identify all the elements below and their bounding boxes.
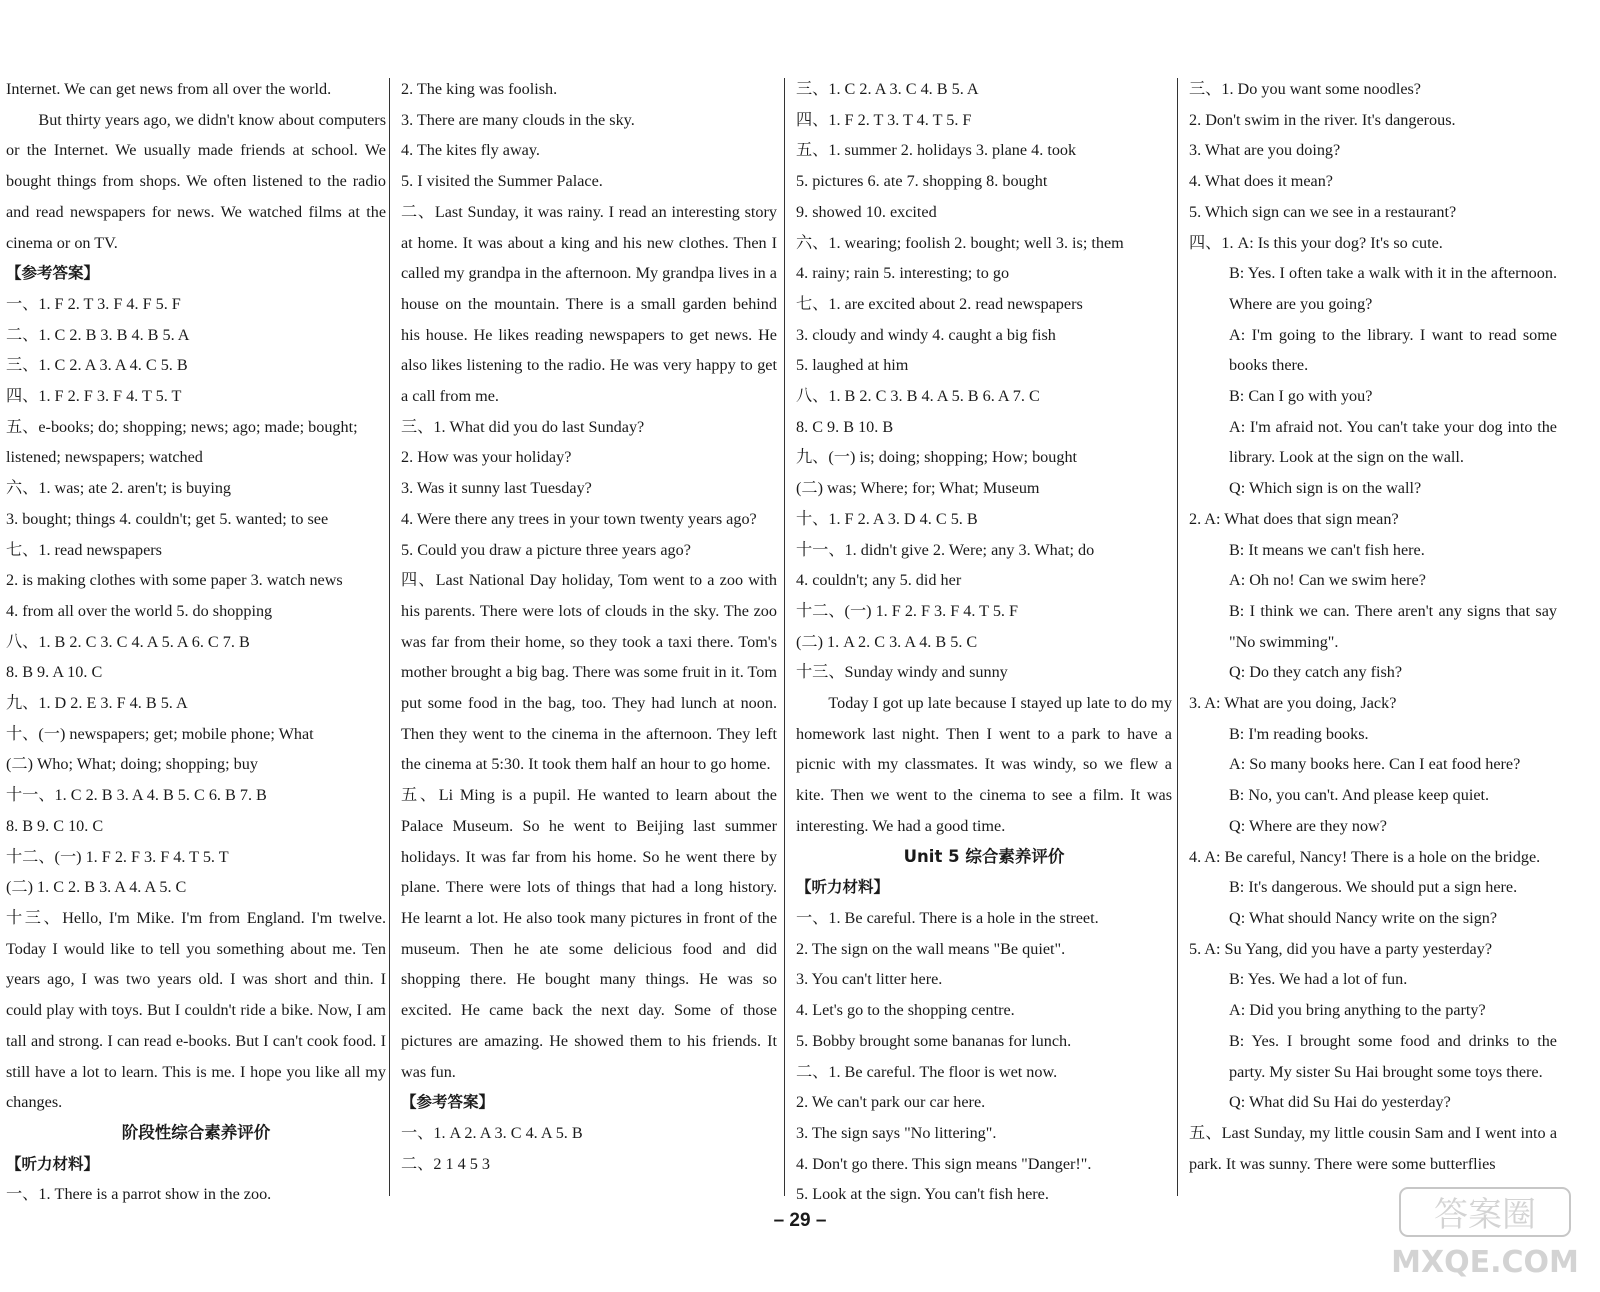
- dialogue-line: B: It means we can't fish here.: [1229, 540, 1425, 559]
- answer-line: 十二、(一) 1. F 2. F 3. F 4. T 5. T: [6, 847, 229, 866]
- answer-line: 2. The sign on the wall means "Be quiet".: [796, 939, 1066, 958]
- answer-line: 七、1. are excited about 2. read newspapers: [796, 294, 1083, 313]
- answer-line: 5. laughed at him: [796, 356, 909, 375]
- text-paragraph: 五、Last Sunday, my little cousin Sam and I went into a park. It was sunny. There were some butterflies: [1189, 1123, 1557, 1173]
- text-paragraph: 二、Last Sunday, it was rainy. I read an interesting story at home. It was about a king and his new clothes. Then I called my grandpa in the afternoon. My grandpa lives in a house on the mountain. There is a small garden behind his house. He likes reading newspapers to get news. He also likes listening to the radio. He was very happy to get a call from me.: [401, 202, 777, 406]
- answer-line: 一、1. A 2. A 3. C 4. A 5. B: [401, 1123, 583, 1142]
- watermark-logo: [1380, 1180, 1590, 1285]
- dialogue-line: A: Oh no! Can we swim here?: [1229, 571, 1426, 590]
- answer-line: (二) 1. A 2. C 3. A 4. B 5. C: [796, 632, 978, 651]
- answer-line: 五、1. summer 2. holidays 3. plane 4. took: [796, 141, 1077, 160]
- answer-line: 一、1. F 2. T 3. F 4. F 5. F: [6, 294, 181, 313]
- answer-line: 六、1. wearing; foolish 2. bought; well 3. is; them: [796, 233, 1124, 252]
- answer-line: 9. showed 10. excited: [796, 202, 937, 221]
- dialogue-line: B: No, you can't. And please keep quiet.: [1229, 786, 1490, 805]
- section-label: 【听力材料】: [6, 1154, 100, 1173]
- answer-line: 四、1. F 2. F 3. F 4. T 5. T: [6, 387, 182, 406]
- answer-line: 七、1. read newspapers: [6, 540, 162, 559]
- page-number: – 29 –: [773, 1210, 827, 1231]
- answer-line: 十、(一) newspapers; get; mobile phone; What: [6, 724, 314, 743]
- dialogue-line: B: Yes. I often take a walk with it in the afternoon. Where are you going?: [1229, 264, 1557, 313]
- dialogue-line: Q: What did Su Hai do yesterday?: [1229, 1093, 1451, 1112]
- answer-line: 一、1. Be careful. There is a hole in the street.: [796, 908, 1099, 927]
- answer-line: 九、1. D 2. E 3. F 4. B 5. A: [6, 694, 188, 713]
- section-heading: Unit 5 综合素养评价: [903, 846, 1065, 866]
- dialogue-line: A: I'm going to the library. I want to read some books there.: [1229, 325, 1557, 375]
- text-paragraph: Internet. We can get news from all over the world.: [6, 80, 332, 98]
- dialogue-line: Q: What should Nancy write on the sign?: [1229, 908, 1498, 927]
- answer-line: 4. rainy; rain 5. interesting; to go: [796, 264, 1010, 283]
- answer-line: 4. Let's go to the shopping centre.: [796, 1001, 1015, 1020]
- answer-line: 二、2 1 4 5 3: [401, 1154, 491, 1173]
- text-paragraph: But thirty years ago, we didn't know about computers or the Internet. We usually made friends at school. We bought things from shops. We often listened to the radio and read newspapers for news. We watched films at the cinema or on TV.: [6, 110, 386, 252]
- answer-line: 8. B 9. C 10. C: [6, 816, 104, 835]
- dialogue-line: Q: Where are they now?: [1229, 816, 1387, 835]
- section-heading: 阶段性综合素养评价: [121, 1122, 271, 1142]
- answer-line: (二) was; Where; for; What; Museum: [796, 479, 1040, 498]
- answer-line: (二) 1. C 2. B 3. A 4. A 5. C: [6, 878, 187, 897]
- answer-line: 八、1. B 2. C 3. C 4. A 5. A 6. C 7. B: [6, 632, 250, 651]
- answer-line: 3. What are you doing?: [1189, 141, 1341, 160]
- column-3: [796, 74, 1172, 1210]
- answer-line: 5. A: Su Yang, did you have a party yesterday?: [1189, 939, 1493, 958]
- answer-line: 4. from all over the world 5. do shopping: [6, 601, 273, 620]
- answer-line: 3. There are many clouds in the sky.: [401, 110, 635, 129]
- answer-line: 4. A: Be careful, Nancy! There is a hole on the bridge.: [1189, 847, 1541, 866]
- dialogue-line: B: I'm reading books.: [1229, 724, 1369, 743]
- section-label: 【参考答案】: [401, 1093, 495, 1112]
- answer-line: (二) Who; What; doing; shopping; buy: [6, 755, 258, 774]
- answer-line: 5. Which sign can we see in a restaurant?: [1189, 202, 1457, 221]
- answer-line: 3. bought; things 4. couldn't; get 5. wanted; to see: [6, 509, 329, 528]
- answer-line: 十一、1. didn't give 2. Were; any 3. What; do: [796, 540, 1095, 559]
- column-1: [6, 74, 386, 1210]
- answer-line: 8. C 9. B 10. B: [796, 417, 894, 436]
- dialogue-line: B: Yes. I brought some food and drinks to the party. My sister Su Hai brought some toys there.: [1229, 1031, 1557, 1081]
- answer-line: 十、1. F 2. A 3. D 4. C 5. B: [796, 509, 978, 528]
- answer-line: 5. Bobby brought some bananas for lunch.: [796, 1031, 1072, 1050]
- answer-line: 4. Don't go there. This sign means "Danger!".: [796, 1154, 1092, 1173]
- answer-line: 十二、(一) 1. F 2. F 3. F 4. T 5. F: [796, 601, 1019, 620]
- answer-line: 3. The sign says "No littering".: [796, 1123, 997, 1142]
- answer-line: 二、1. Be careful. The floor is wet now.: [796, 1062, 1058, 1081]
- answer-line: 8. B 9. A 10. C: [6, 663, 103, 682]
- section-label: 【听力材料】: [796, 878, 890, 897]
- answer-line: 3. cloudy and windy 4. caught a big fish: [796, 325, 1056, 344]
- watermark-mark: 答案圈: [1434, 1195, 1536, 1235]
- column-4: [1189, 74, 1557, 1179]
- column-2: [401, 74, 777, 1179]
- answer-line: 二、1. C 2. B 3. B 4. B 5. A: [6, 325, 190, 344]
- answer-line: 3. You can't litter here.: [796, 970, 943, 989]
- answer-line: 五、e-books; do; shopping; news; ago; made; bought;: [6, 417, 358, 436]
- dialogue-line: B: Yes. We had a lot of fun.: [1229, 970, 1408, 989]
- answer-line: 四、1. F 2. T 3. T 4. T 5. F: [796, 110, 972, 129]
- column-divider: [1177, 78, 1178, 1196]
- dialogue-line: B: I think we can. There aren't any signs that say "No swimming".: [1229, 601, 1557, 651]
- answer-line: 5. pictures 6. ate 7. shopping 8. bought: [796, 172, 1048, 191]
- answer-line: 4. couldn't; any 5. did her: [796, 571, 962, 590]
- answer-line: listened; newspapers; watched: [6, 448, 203, 467]
- answer-line: 4. Were there any trees in your town twenty years ago?: [401, 509, 757, 528]
- text-paragraph: Today I got up late because I stayed up late to do my homework last night. Then I went to a park to have a picnic with my classmates. It was windy, so we flew a kite. Then we went to the cinema to see a film. It was interesting. We had a good time.: [796, 694, 1172, 835]
- answer-line: 九、(一) is; doing; shopping; How; bought: [796, 448, 1078, 467]
- text-paragraph: 四、Last National Day holiday, Tom went to a zoo with his parents. There were lots of clouds in the sky. The zoo was far from their home, so they took a taxi there. Tom's mother brought a big bag. There was some fruit in it. Tom put some food in the bag, too. They had lunch at noon. Then they went to the cinema in the afternoon. They left the cinema at 5:30. It took them half an hour to go home.: [401, 571, 777, 774]
- answer-line: 四、1. A: Is this your dog? It's so cute.: [1189, 233, 1443, 252]
- answer-line: 2. How was your holiday?: [401, 448, 572, 467]
- column-divider: [389, 78, 390, 1196]
- answer-line: 一、1. There is a parrot show in the zoo.: [6, 1185, 272, 1204]
- answer-line: 5. I visited the Summer Palace.: [401, 172, 603, 191]
- dialogue-line: Q: Do they catch any fish?: [1229, 663, 1403, 682]
- text-paragraph: 五、Li Ming is a pupil. He wanted to learn about the Palace Museum. So he went to Beijing last summer holidays. It was far from his home. So he went there by plane. There were lots of things that had a long history. He learnt a lot. He also took many pictures in front of the museum. Then he ate some delicious food and did shopping there. He bought many things. He was so excited. He came back the next day. Some of those pictures are amazing. He showed them to his friends. It was fun.: [401, 786, 777, 1081]
- section-label: 【参考答案】: [6, 264, 100, 283]
- answer-line: 3. Was it sunny last Tuesday?: [401, 479, 592, 498]
- dialogue-line: B: It's dangerous. We should put a sign here.: [1229, 878, 1518, 897]
- answer-line: 2. is making clothes with some paper 3. watch news: [6, 571, 343, 590]
- text-paragraph: 十三、Hello, I'm Mike. I'm from England. I'm twelve. Today I would like to tell you something about me. Ten years ago, I was two years old. I was short and thin. I could play with toys. But I couldn't ride a bike. Now, I am tall and strong. I can read e-books. But I can't cook food. I still have a lot to learn. This is me. I hope you like all my changes.: [6, 908, 386, 1112]
- answer-line: 八、1. B 2. C 3. B 4. A 5. B 6. A 7. C: [796, 387, 1040, 406]
- answer-line: 4. The kites fly away.: [401, 141, 540, 160]
- answer-line: 2. Don't swim in the river. It's dangerous.: [1189, 110, 1456, 129]
- watermark-domain: MXQE.COM: [1391, 1245, 1579, 1280]
- answer-line: 三、1. C 2. A 3. C 4. B 5. A: [796, 80, 979, 98]
- answer-line: 2. We can't park our car here.: [796, 1093, 986, 1112]
- answer-line: 三、1. C 2. A 3. A 4. C 5. B: [6, 356, 188, 375]
- column-divider: [784, 78, 785, 1196]
- dialogue-line: Q: Which sign is on the wall?: [1229, 479, 1422, 498]
- answer-line: 十三、Sunday windy and sunny: [796, 663, 1008, 682]
- answer-line: 十一、1. C 2. B 3. A 4. B 5. C 6. B 7. B: [6, 786, 267, 805]
- dialogue-line: A: So many books here. Can I eat food here?: [1229, 755, 1521, 774]
- answer-line: 三、1. Do you want some noodles?: [1189, 80, 1421, 98]
- dialogue-line: A: Did you bring anything to the party?: [1229, 1001, 1486, 1020]
- answer-line: 2. The king was foolish.: [401, 80, 558, 98]
- answer-line: 5. Could you draw a picture three years ago?: [401, 540, 691, 559]
- answer-line: 六、1. was; ate 2. aren't; is buying: [6, 479, 232, 498]
- answer-line: 3. A: What are you doing, Jack?: [1189, 694, 1397, 713]
- answer-line: 三、1. What did you do last Sunday?: [401, 417, 645, 436]
- answer-line: 5. Look at the sign. You can't fish here.: [796, 1185, 1049, 1204]
- answer-line: 4. What does it mean?: [1189, 172, 1333, 191]
- dialogue-line: B: Can I go with you?: [1229, 387, 1373, 406]
- answer-line: 2. A: What does that sign mean?: [1189, 509, 1399, 528]
- dialogue-line: A: I'm afraid not. You can't take your dog into the library. Look at the sign on the wall.: [1229, 417, 1557, 467]
